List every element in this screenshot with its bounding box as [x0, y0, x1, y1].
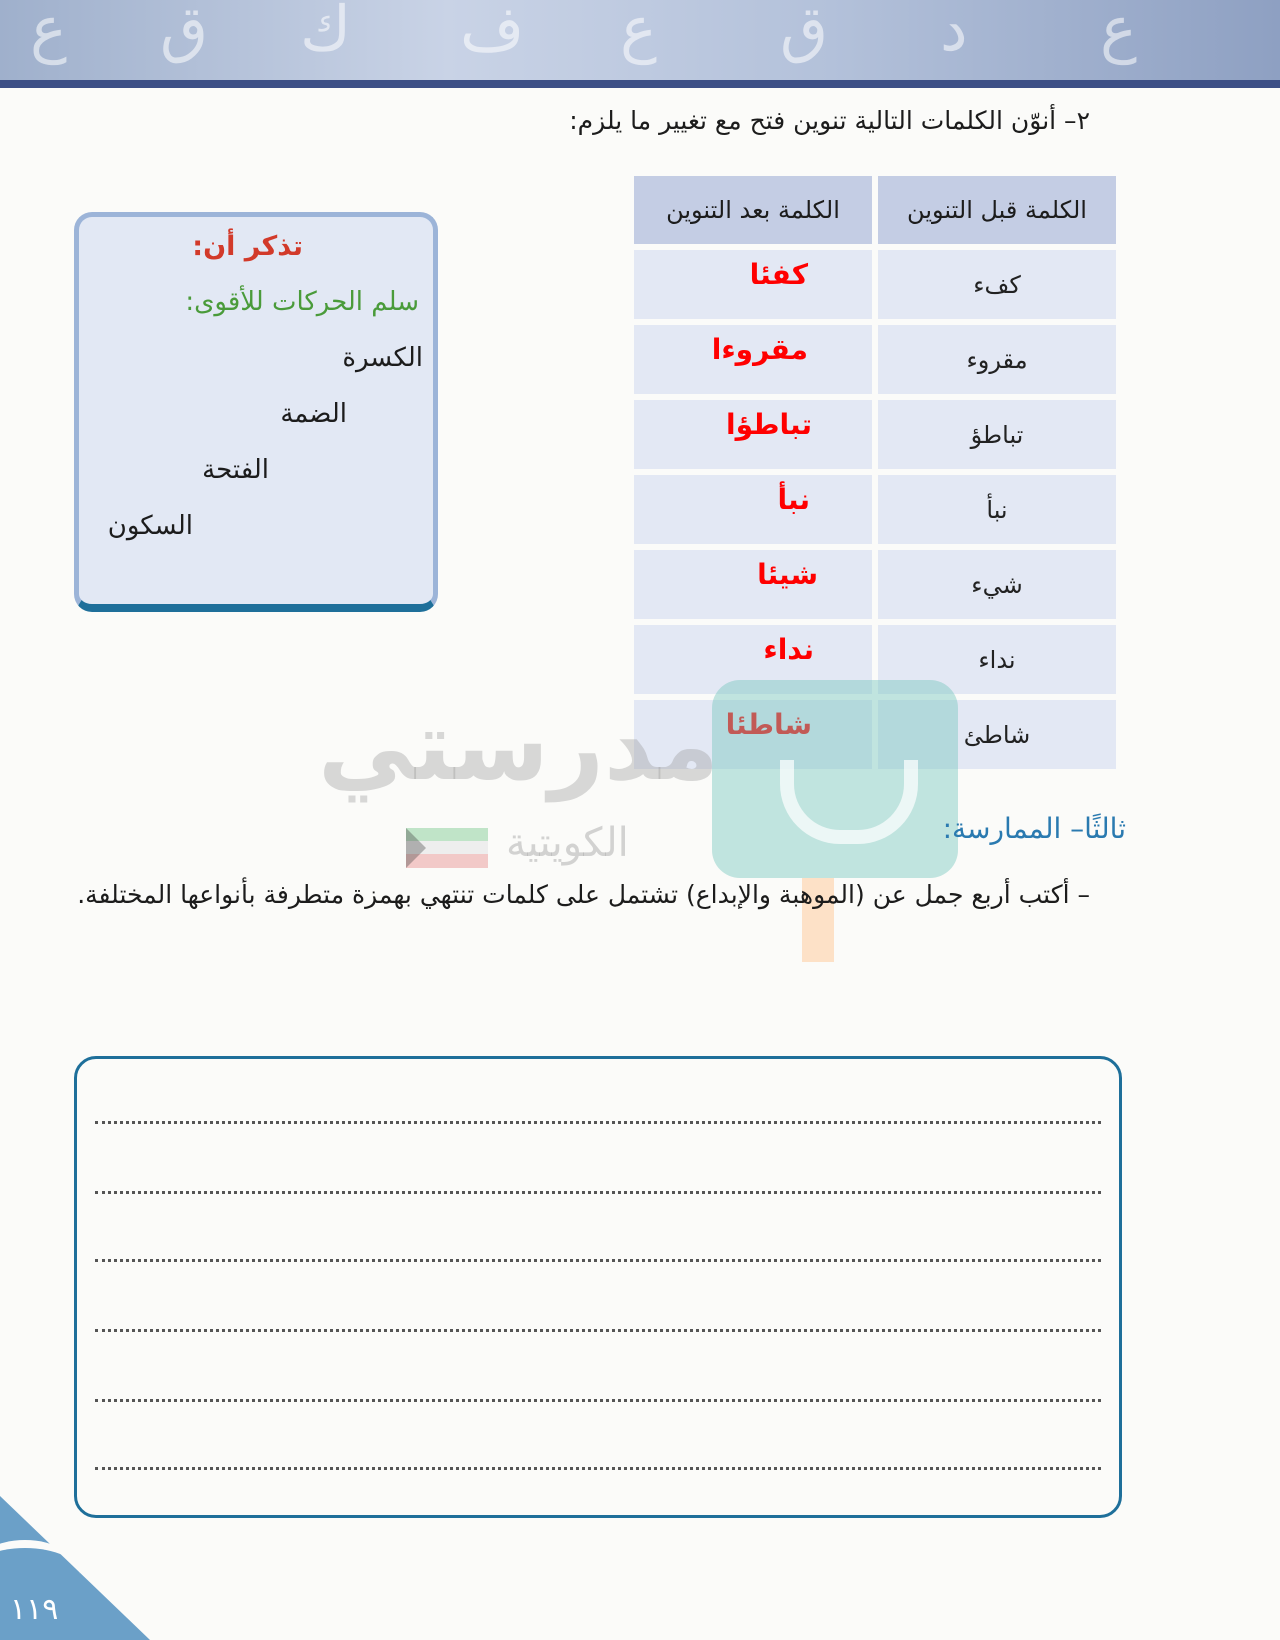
header-before: الكلمة قبل التنوين — [878, 176, 1116, 244]
writing-area[interactable] — [74, 1056, 1122, 1518]
word-before: شيء — [878, 550, 1116, 619]
remember-box — [74, 212, 438, 612]
write-line-1[interactable] — [95, 1121, 1101, 1124]
answer-text: كفئا — [749, 258, 808, 291]
practice-instruction: – أكتب أربع جمل عن (الموهبة والإبداع) تشتمل على كلمات تنتهي بهمزة متطرفة بأنواعها المختلفة. — [77, 880, 1090, 909]
word-before: نداء — [878, 625, 1116, 694]
table-row — [634, 250, 1116, 319]
word-before: كفء — [878, 250, 1116, 319]
vowel-sukun: السكون — [107, 511, 193, 541]
practice-heading: ثالثًا– الممارسة: — [942, 812, 1126, 845]
word-before: شاطئ — [878, 700, 1116, 769]
word-before: مقروء — [878, 325, 1116, 394]
decorative-banner: ع ق ك ف ع ق د ع — [0, 0, 1280, 88]
header-after: الكلمة بعد التنوين — [634, 176, 872, 244]
answer-text: شيئا — [757, 558, 818, 591]
answer-text: نبأ — [777, 483, 810, 516]
write-line-5[interactable] — [95, 1399, 1101, 1402]
vowel-damma: الضمة — [280, 399, 347, 429]
kuwait-flag-icon — [406, 828, 488, 868]
answer-text: مقروءا — [711, 333, 808, 366]
vowel-fatha: الفتحة — [202, 455, 269, 485]
write-line-3[interactable] — [95, 1259, 1101, 1262]
page-number: ١١٩ — [10, 1592, 59, 1627]
table-row — [634, 400, 1116, 469]
write-line-6[interactable] — [95, 1467, 1101, 1470]
table-row — [634, 550, 1116, 619]
write-line-2[interactable] — [95, 1191, 1101, 1194]
answer-cell[interactable] — [634, 325, 872, 394]
banner-divider — [0, 80, 1280, 88]
answer-cell[interactable] — [634, 400, 872, 469]
answer-cell[interactable] — [634, 250, 872, 319]
answer-text: شاطئا — [725, 708, 812, 741]
table-row — [634, 325, 1116, 394]
remember-subtitle: سلم الحركات للأقوى: — [185, 287, 419, 317]
write-line-4[interactable] — [95, 1329, 1101, 1332]
answer-cell[interactable] — [634, 550, 872, 619]
answer-text: تباطؤا — [726, 408, 812, 441]
vowel-kasra: الكسرة — [342, 343, 423, 373]
table-row — [634, 475, 1116, 544]
watermark-sub: الكويتية — [506, 820, 629, 866]
answer-cell[interactable] — [634, 475, 872, 544]
remember-title: تذكر أن: — [192, 231, 303, 262]
word-before: تباطؤ — [878, 400, 1116, 469]
word-before: نبأ — [878, 475, 1116, 544]
watermark-name: مدرستي — [318, 690, 719, 802]
exercise-title: ٢– أنوّن الكلمات التالية تنوين فتح مع تغيير ما يلزم: — [569, 106, 1090, 135]
answer-text: نداء — [763, 633, 814, 666]
